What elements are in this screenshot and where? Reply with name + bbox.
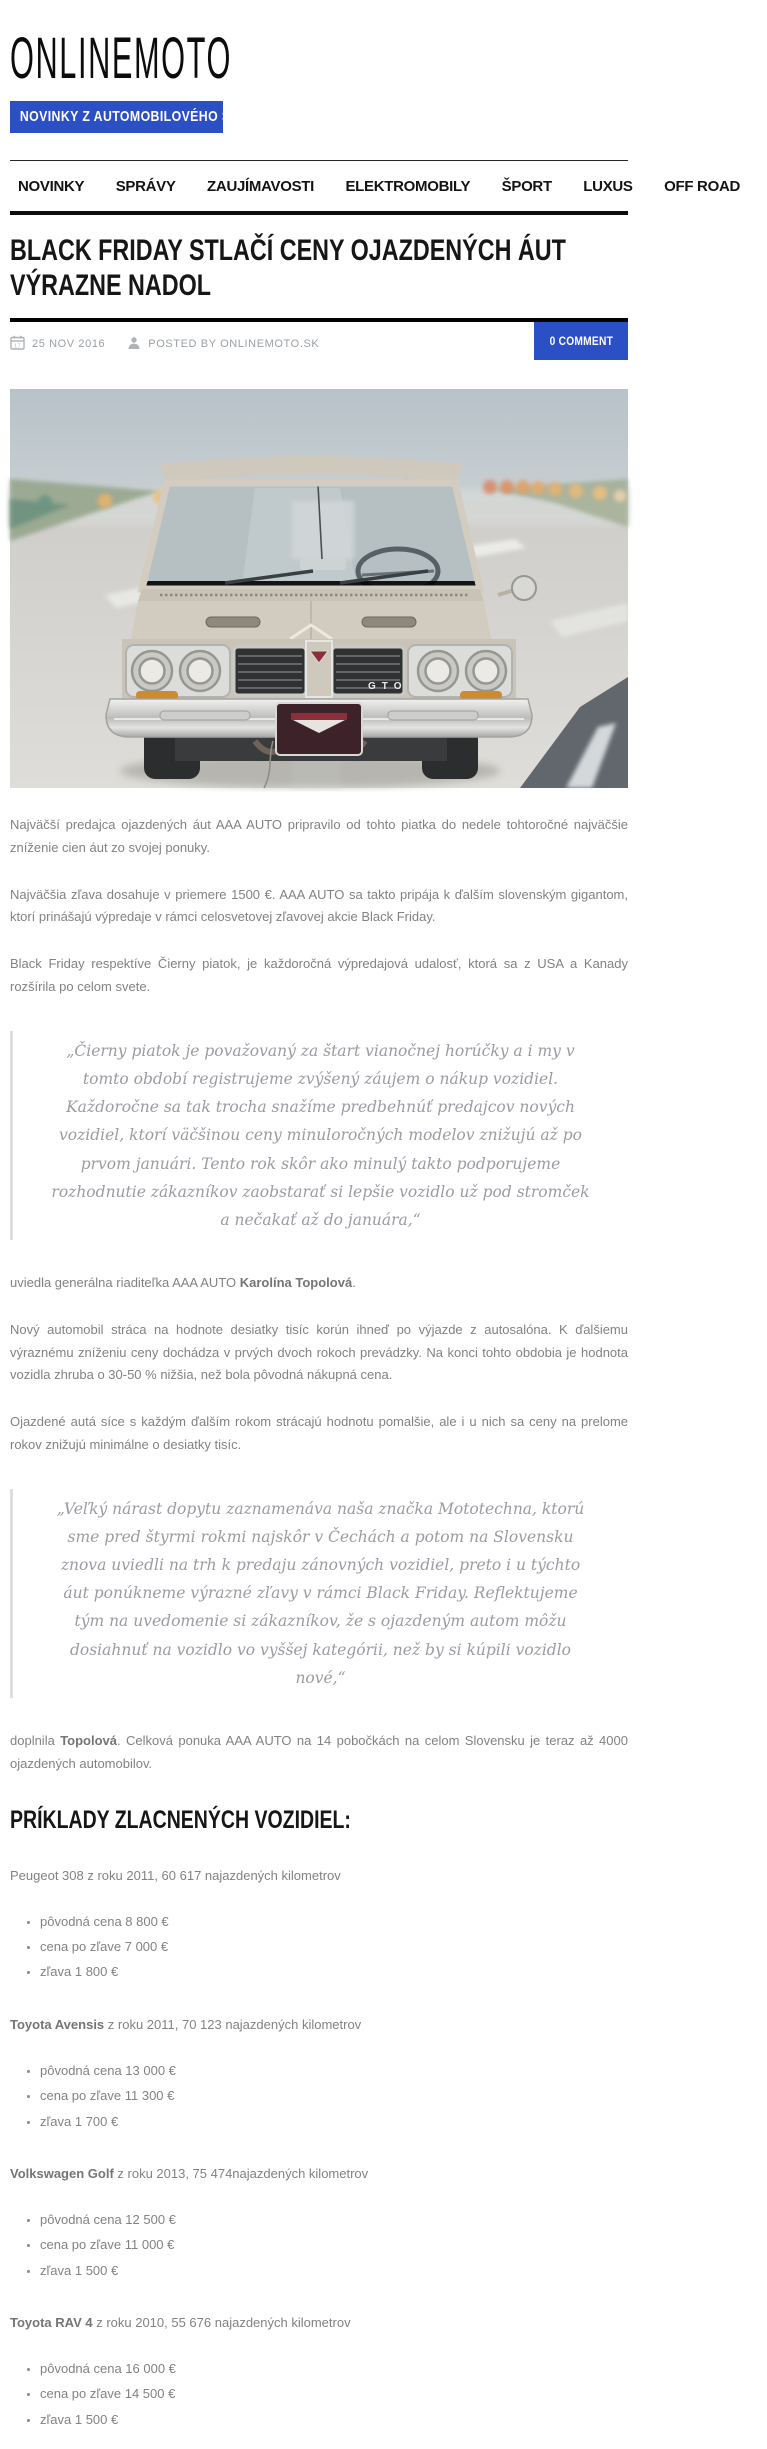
paragraph-1: Najväčší predajca ojazdených áut AAA AUTO pripravilo od tohto piatka do nedele tohtoročné najväčšie zníženie cien áut zo svojej ponuky. bbox=[10, 817, 628, 855]
nav-item-zaujimavosti[interactable]: ZAUJÍMAVOSTI bbox=[207, 178, 315, 195]
price-item: • zľava 1 800 € bbox=[40, 1961, 628, 1983]
quote-2: „Veľký nárast dopytu zaznamenáva naša značka Mototechna, ktorú sme pred štyrmi rokmi najskôr v Čechách a potom na Slovensku znova uviedli na trh k predaju zánovných vozidiel, preto i u týchto áut ponúkneme výrazné zľavy v rámci Black Friday. Reflektujeme tým na uvedomenie si zákazníkov, že s ojazdeným autom môžu dosiahnuť na vozidlo vo vyššej kategórii, než by si kúpili vozidlo nové,“ bbox=[10, 1489, 628, 1698]
paragraph-4: uviedla generálna riaditeľka AAA AUTO Karolína Topolová. bbox=[10, 1275, 356, 1291]
gto-badge: GTO bbox=[368, 681, 408, 693]
nav-item-sport[interactable]: ŠPORT bbox=[501, 178, 552, 195]
paragraph-6: Ojazdené autá síce s každým ďalším rokom strácajú hodnotu pomalšie, ale i u nich sa ceny na prelome rokov znižujú minimálne o desiatky tisíc. bbox=[10, 1414, 628, 1452]
article-title: BLACK FRIDAY STLAČÍ CENY OJAZDENÝCH ÁUT VÝRAZNE NADOL bbox=[10, 234, 566, 303]
car-intro-volkswagen-golf: Volkswagen Golf z roku 2013, 75 474najazdených kilometrov bbox=[10, 2165, 369, 2181]
nav-item-spravy[interactable]: SPRÁVY bbox=[115, 178, 176, 195]
price-item: • cena po zľave 7 000 € bbox=[40, 1936, 628, 1958]
site-tagline bbox=[10, 101, 265, 133]
price-item: • pôvodná cena 12 500 € bbox=[40, 2209, 628, 2231]
paragraph-2: Najväčšia zľava dosahuje v priemere 1500 €. AAA AUTO sa takto pripája k ďalším slovenským gigantom, ktorí prinášajú výpredaje v rámci celosvetovej zľavovej akcie Black Friday. bbox=[10, 886, 628, 925]
nav-item-novinky[interactable]: NOVINKY bbox=[18, 178, 85, 195]
car-price-list bbox=[10, 2358, 628, 2430]
nav-item-elektromobily[interactable]: ELEKTROMOBILY bbox=[345, 178, 471, 195]
examples-heading: PRÍKLADY ZLACNENÝCH VOZIDIEL: bbox=[10, 1805, 351, 1834]
article-body bbox=[10, 814, 628, 2430]
site-logo[interactable]: ONLINEMOTO bbox=[10, 26, 233, 91]
person-name: Topolová bbox=[60, 1733, 118, 1749]
price-item: • pôvodná cena 16 000 € bbox=[40, 2358, 628, 2380]
svg-text:17: 17 bbox=[13, 343, 22, 350]
person-name: Karolína Topolová bbox=[239, 1275, 353, 1291]
price-item: • cena po zľave 11 300 € bbox=[40, 2085, 628, 2107]
paragraph-7: doplnila Topolová. Celková ponuka AAA AUTO na 14 pobočkách na celom Slovensku je teraz až 4000 ojazdených automobilov. bbox=[10, 1733, 628, 1771]
comment-count-badge[interactable]: 0 COMMENT bbox=[534, 322, 628, 360]
price-item: • zľava 1 700 € bbox=[40, 2111, 628, 2133]
price-item: • zľava 1 500 € bbox=[40, 2409, 628, 2431]
car-intro-peugeot-308: Peugeot 308 z roku 2011, 60 617 najazdených kilometrov bbox=[10, 1867, 341, 1883]
price-item: • pôvodná cena 13 000 € bbox=[40, 2060, 628, 2082]
paragraph-5: Nový automobil stráca na hodnote desiatky tisíc korún ihneď po výjazde z autosalóna. K ďalšiemu výraznému zníženiu ceny dochádza v prvých dvoch rokoch prevádzky. Na konci tohto obdobia je hodnota vozidla zhruba o 30-50 % nižšia, než bola pôvodná nákupná cena. bbox=[10, 1321, 628, 1383]
article-date: 25 NOV 2016 bbox=[32, 338, 106, 351]
article-author: POSTED BY ONLINEMOTO.SK bbox=[148, 338, 320, 351]
car-intro-toyota-avensis: Toyota Avensis z roku 2011, 70 123 najazdených kilometrov bbox=[10, 2016, 362, 2032]
car-intro-toyota-rav4: Toyota RAV 4 z roku 2010, 55 676 najazdených kilometrov bbox=[10, 2314, 351, 2330]
nav-item-luxus[interactable]: LUXUS bbox=[583, 178, 633, 195]
quote-1: „Čierny piatok je považovaný za štart vianočnej horúčky a i my v tomto období registrujeme zvýšený záujem o nákup vozidiel. Každoročne sa tak trocha snažíme predbehnúť predajcov nových vozidiel, ktorí väčšinou ceny minuloročných modelov znižujú až po prvom januári. Tento rok skôr ako minulý takto podporujeme rozhodnutie zákazníkov zaobstarať si lepšie vozidlo už pod stromček a nečakať až do januára,“ bbox=[10, 1031, 628, 1240]
car-price-list bbox=[10, 2209, 628, 2281]
price-item: • pôvodná cena 8 800 € bbox=[40, 1911, 628, 1933]
price-item: • cena po zľave 14 500 € bbox=[40, 2383, 628, 2405]
price-item: • zľava 1 500 € bbox=[40, 2260, 628, 2282]
paragraph-3: Black Friday respektíve Čierny piatok, je každoročná výpredajová udalosť, ktorá sa z USA a Kanady rozšírila po celom svete. bbox=[10, 956, 628, 994]
nav-item-offroad[interactable]: OFF ROAD bbox=[664, 178, 741, 195]
car-price-list bbox=[10, 2060, 628, 2132]
price-item: • cena po zľave 11 000 € bbox=[40, 2234, 628, 2256]
car-price-list bbox=[10, 1911, 628, 1983]
article-meta bbox=[10, 318, 628, 367]
main-nav bbox=[10, 160, 741, 215]
author-icon bbox=[127, 336, 141, 353]
hero-image bbox=[10, 389, 628, 788]
site-tagline-text: NOVINKY Z AUTOMOBILOVÉHO SVETA bbox=[19, 108, 265, 125]
calendar-icon bbox=[10, 335, 25, 353]
